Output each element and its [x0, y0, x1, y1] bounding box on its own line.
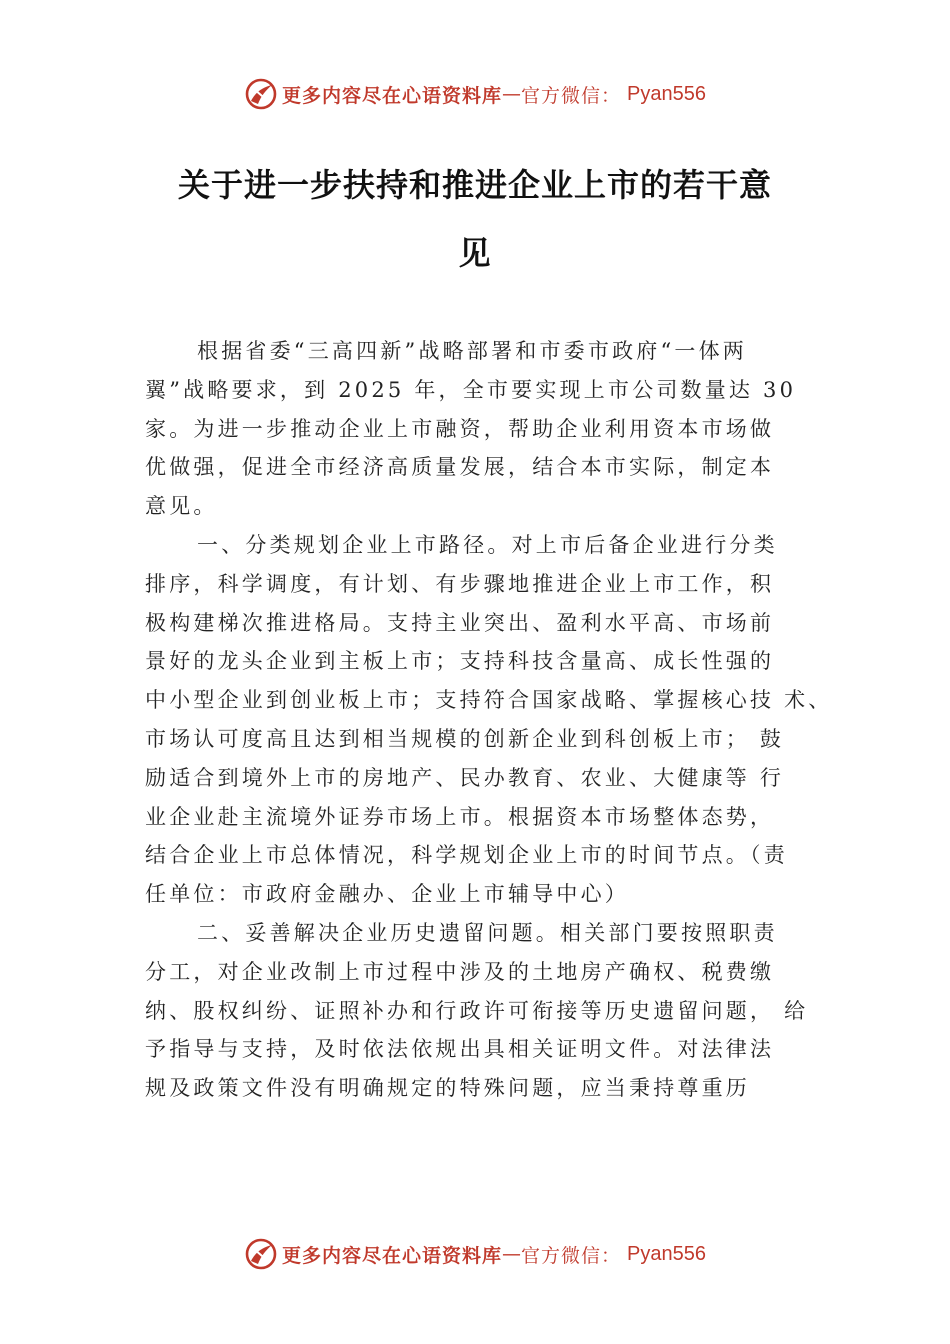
body-line: 优做强，促进全市经济高质量发展，结合本市实际，制定本 [145, 455, 775, 480]
watermark-banner-top [0, 74, 950, 114]
body-line: 景好的龙头企业到主板上市；支持科技含量高、成长性强的 [145, 649, 775, 674]
body-line: 根据省委“三高四新”战略部署和市委市政府“一体两 [197, 339, 748, 363]
body-line: 结合企业上市总体情况，科学规划企业上市的时间节点。（责 [145, 843, 788, 868]
watermark-wechat-id: Pyan556 [627, 1242, 706, 1265]
body-line: 纳、股权纠纷、证照补办和行政许可衔接等历史遗留问题， 给 [145, 998, 809, 1023]
watermark-text: 更多内容尽在心语资料库 [282, 1244, 503, 1267]
body-line: 二、妥善解决企业历史遗留问题。相关部门要按照职责 [197, 920, 778, 945]
watermark-banner-bottom [0, 1234, 950, 1274]
watermark-separator: — [502, 83, 522, 105]
body-line: 排序，科学调度，有计划、有步骤地推进企业上市工作，积 [145, 571, 775, 596]
document-title-line-2: 见 [458, 234, 492, 272]
body-line: 予指导与支持，及时依法依规出具相关证明文件。对法律法 [145, 1037, 775, 1062]
body-line: 中小型企业到创业板上市；支持符合国家战略、掌握核心技 术、 [145, 688, 833, 713]
body-line: 规及政策文件没有明确规定的特殊问题，应当秉持尊重历 [145, 1076, 750, 1101]
body-line: 业企业赴主流境外证券市场上市。根据资本市场整体态势， [145, 804, 775, 829]
body-line: 任单位：市政府金融办、企业上市辅导中心） [145, 882, 629, 907]
body-line: 市场认可度高且达到相当规模的创新企业到科创板上市； 鼓 [145, 726, 785, 751]
document-body [145, 332, 865, 1108]
body-line: 极构建梯次推进格局。支持主业突出、盈利水平高、市场前 [145, 610, 775, 635]
watermark-wechat-id: Pyan556 [627, 82, 706, 105]
brand-logo-icon [244, 1237, 278, 1271]
brand-logo-icon [244, 77, 278, 111]
body-line: 翼”战略要求，到 2025 年，全市要实现上市公司数量达 30 [145, 377, 797, 402]
body-line: 励适合到境外上市的房地产、民办教育、农业、大健康等 行 [145, 765, 785, 790]
body-line: 一、分类规划企业上市路径。对上市后备企业进行分类 [197, 532, 778, 557]
body-line: 分工，对企业改制上市过程中涉及的土地房产确权、税费缴 [145, 959, 775, 984]
watermark-wechat-label: 官方微信： [521, 1244, 622, 1267]
body-line: 家。为进一步推动企业上市融资，帮助企业利用资本市场做 [145, 416, 775, 441]
watermark-text: 更多内容尽在心语资料库 [282, 84, 503, 107]
body-line: 意见。 [145, 494, 218, 519]
watermark-wechat-label: 官方微信： [521, 84, 622, 107]
document-title-line-1: 关于进一步扶持和推进企业上市的若干意 [177, 166, 772, 204]
watermark-separator: — [502, 1243, 522, 1265]
